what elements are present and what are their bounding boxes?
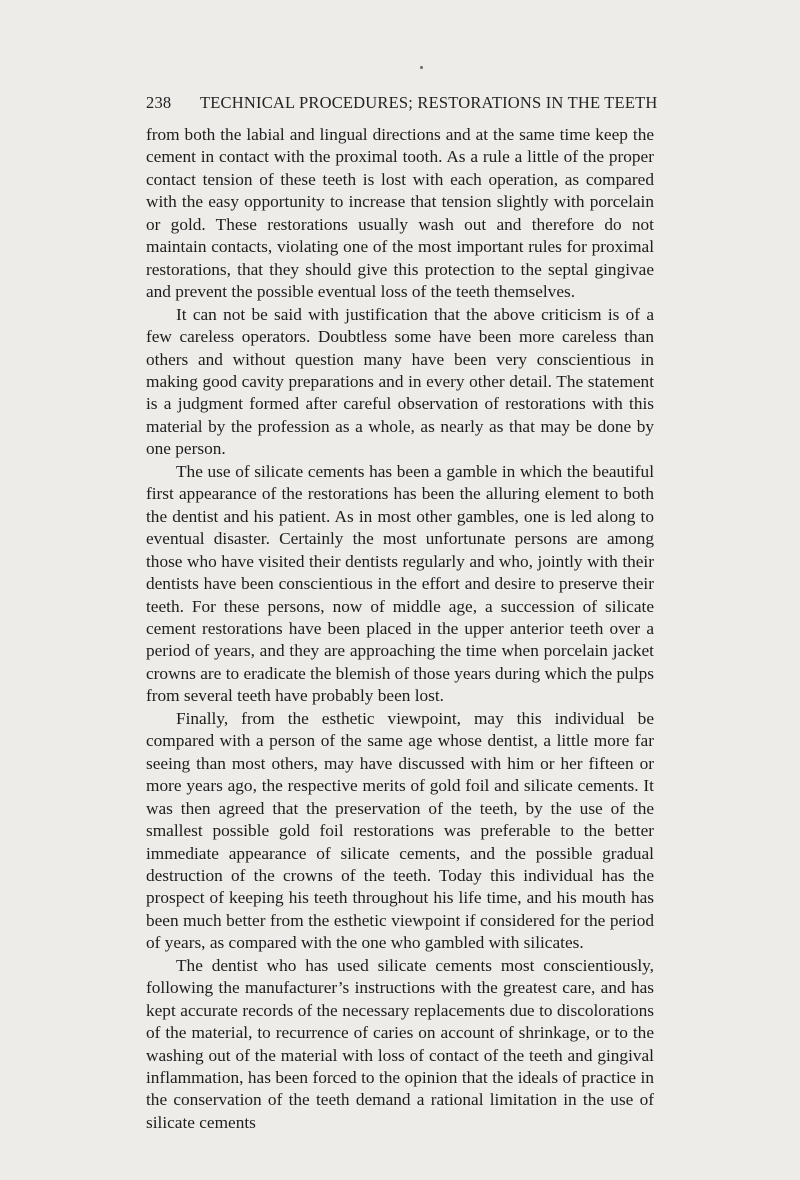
paragraph: It can not be said with justification that the above criticism is of a few careless operators. Doubtless some have been more careless than others and without question many have been very conscientious in making good cavity preparations and in every other detail. The statement is a judgment formed after careful observation of restorations with this material by the profession as a whole, as nearly as that may be done by one person. <box>146 304 654 459</box>
print-speck <box>420 66 423 69</box>
paragraph-continued: from both the labial and lingual directions and at the same time keep the cement in contact with the proximal tooth. As a rule a little of the proper contact tension of these teeth is lost with each operation, as compared with the easy opportunity to increase that tension slightly with porcelain or gold. These restorations usually wash out and therefore do not maintain contacts, violating one of the most important rules for proximal restorations, that they should give this protection to the septal gingivae and prevent the possible eventual loss of the teeth themselves. <box>146 125 654 302</box>
paragraph: The use of silicate cements has been a gamble in which the beautiful first appearance of the restorations has been the alluring element to both the dentist and his patient. As in most other gambles, one is led along to eventual disaster. Certainly the most unfortunate persons are among those who have visited their dentists regularly and who, jointly with their dentists have been conscientious in the effort and desire to preserve their teeth. For these persons, now of middle age, a succession of silicate cement restorations have been placed in the upper anterior teeth over a period of years, and they are approaching the time when porcelain jacket crowns are to eradicate the blemish of those years during which the pulps from several teeth have probably been lost. <box>146 461 654 706</box>
body-text <box>146 124 654 1134</box>
paragraph: Finally, from the esthetic viewpoint, may this individual be compared with a person of the same age whose dentist, a little more far seeing than most others, may have discussed with him or her fifteen or more years ago, the respective merits of gold foil and silicate cements. It was then agreed that the preservation of the teeth, by the use of the smallest possible gold foil restorations was preferable to the better immediate appearance of silicate cements, and the possible gradual destruction of the crowns of the teeth. Today this individual has the prospect of keeping his teeth throughout his life time, and his mouth has been much better from the esthetic viewpoint if considered for the period of years, as compared with the one who gambled with silicates. <box>146 708 654 953</box>
running-header <box>146 93 746 113</box>
page-number: 238 <box>146 93 172 112</box>
running-header-title: TECHNICAL PROCEDURES; RESTORATIONS IN THE TEETH <box>200 93 658 112</box>
paragraph: The dentist who has used silicate cements most conscientiously, following the manufacturer’s instructions with the greatest care, and has kept accurate records of the necessary replacements due to discolorations of the material, to recurrence of caries on account of shrinkage, or to the washing out of the material with loss of contact of the teeth and gingival inflammation, has been forced to the opinion that the ideals of practice in the conservation of the teeth demand a rational limitation in the use of silicate cements <box>146 955 654 1132</box>
